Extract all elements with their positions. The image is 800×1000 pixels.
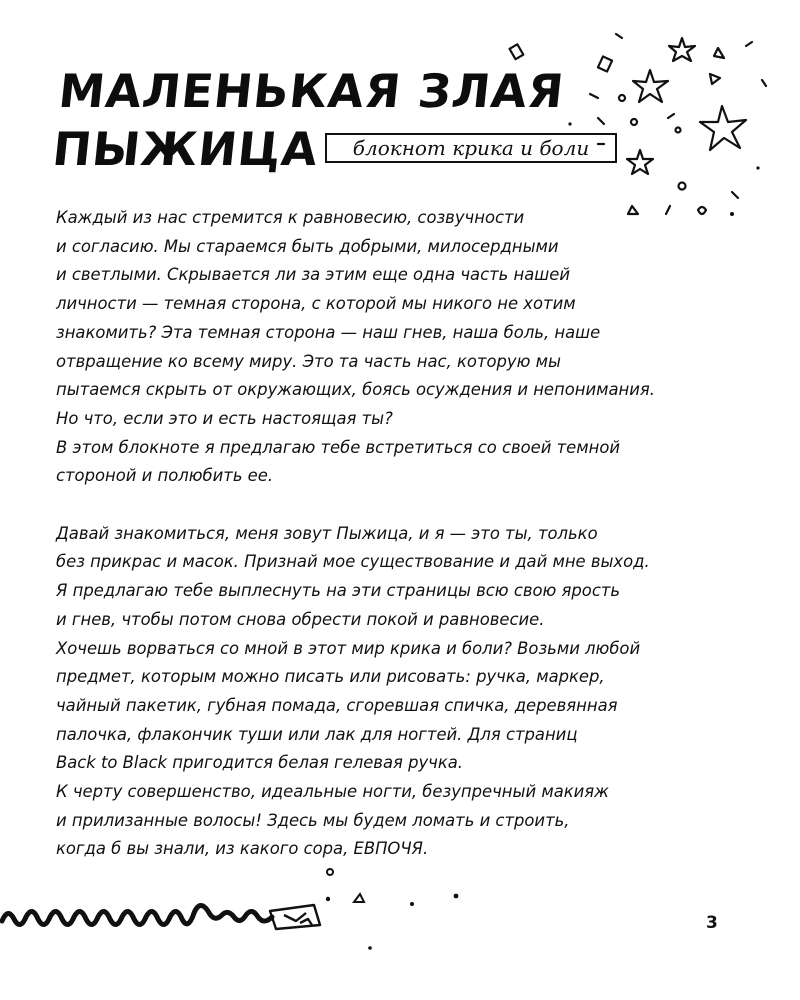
scattered-dots-icon bbox=[320, 860, 480, 960]
paragraph-gap bbox=[56, 491, 756, 520]
text-line: Давай знакомиться, меня зовут Пыжица, и я — это ты, только bbox=[56, 523, 598, 543]
body-text bbox=[56, 204, 756, 864]
stars-and-confetti-icon bbox=[500, 28, 780, 228]
text-line: и гнев, чтобы потом снова обрести покой и равновесие. bbox=[56, 609, 545, 629]
text-line: чайный пакетик, губная помада, сгоревшая спичка, деревянная bbox=[56, 695, 618, 715]
text-line: и согласию. Мы стараемся быть добрыми, милосердными bbox=[56, 236, 559, 256]
text-line: Каждый из нас стремится к равновесию, созвучности bbox=[56, 208, 525, 227]
text-line: палочка, флакончик туши или лак для ногтей. Для страниц bbox=[56, 724, 578, 744]
text-line: К черту совершенство, идеальные ногти, безупречный макияж bbox=[56, 782, 609, 802]
paragraph-2 bbox=[56, 520, 756, 864]
text-line: Я предлагаю тебе выплеснуть на эти страницы всю свою ярость bbox=[56, 581, 621, 601]
text-line: Но что, если это и есть настоящая ты? bbox=[56, 408, 393, 428]
text-line: и прилизанные волосы! Здесь мы будем ломать и строить, bbox=[56, 810, 570, 830]
text-line: стороной и полюбить ее. bbox=[56, 466, 274, 486]
title-line-2: ПЫЖИЦА bbox=[50, 122, 322, 176]
text-line: пытаемся скрыть от окружающих, боясь осуждения и непонимания. bbox=[56, 380, 655, 400]
text-line: без прикрас и масок. Признай мое существование и дай мне выход. bbox=[56, 552, 650, 572]
squiggle-creature-icon bbox=[0, 885, 330, 945]
title-line-1: МАЛЕНЬКАЯ ЗЛАЯ bbox=[56, 64, 567, 118]
text-line: и светлыми. Скрывается ли за этим еще одна часть нашей bbox=[56, 265, 571, 285]
text-line: личности — темная сторона, с которой мы никого не хотим bbox=[56, 294, 576, 314]
text-line: В этом блокноте я предлагаю тебе встретиться со своей темной bbox=[56, 437, 621, 457]
text-line: Хочешь ворваться со мной в этот мир крика и боли? Возьми любой bbox=[56, 638, 641, 658]
text-line: отвращение ко всему миру. Это та часть нас, которую мы bbox=[56, 351, 561, 371]
paragraph-1 bbox=[56, 204, 756, 491]
page-number: 3 bbox=[706, 913, 718, 933]
text-line: знакомить? Эта темная сторона — наш гнев, наша боль, наше bbox=[56, 322, 601, 342]
text-line: предмет, которым можно писать или рисовать: ручка, маркер, bbox=[56, 667, 605, 687]
subtitle-box: блокнот крика и боли bbox=[325, 133, 617, 163]
text-line: Back to Black пригодится белая гелевая ручка. bbox=[56, 753, 464, 773]
text-line: когда б вы знали, из какого сора, ЕВПОЧЯ. bbox=[56, 839, 429, 859]
